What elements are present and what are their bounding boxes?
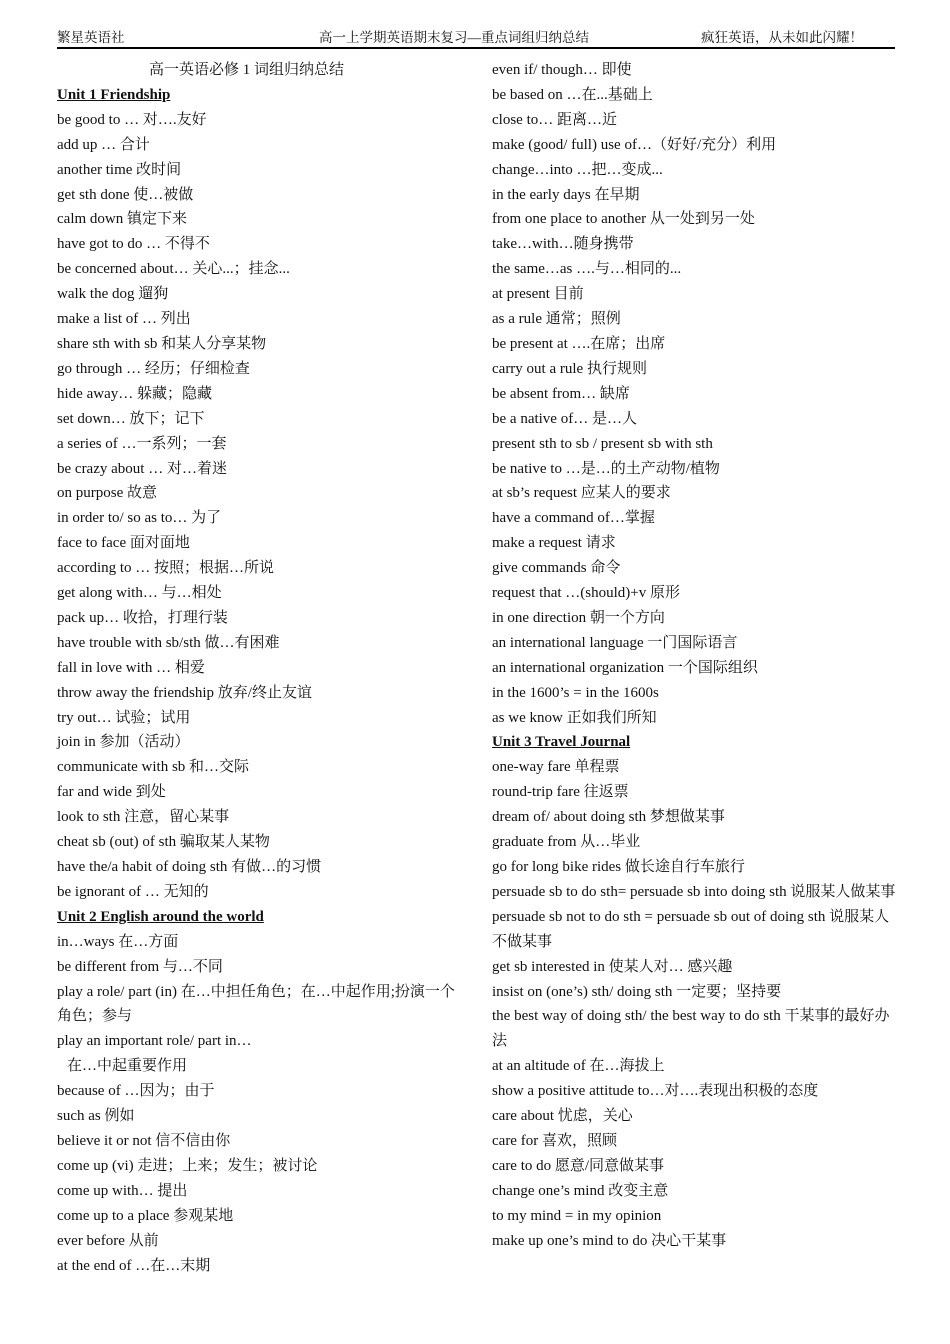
phrase-entry: persuade sb not to do sth = persuade sb out of doing sth 说服某人不做某事 — [492, 908, 890, 950]
phrase-entry: change…into …把…变成... — [492, 161, 663, 178]
phrase-entry: an international organization 一个国际组织 — [492, 659, 758, 676]
phrase-entry: the best way of doing sth/ the best way to do sth 干某事的最好办法 — [492, 1008, 890, 1050]
phrase-entry: calm down 镇定下来 — [57, 211, 187, 228]
phrase-entry: care to do 愿意/同意做某事 — [492, 1157, 665, 1174]
phrase-entry: in the 1600’s = in the 1600s — [492, 684, 659, 701]
phrase-entry: make (good/ full) use of…（好好/充分）利用 — [492, 136, 777, 153]
phrase-entry: be a native of… 是…人 — [492, 410, 637, 427]
phrase-entry: communicate with sb 和…交际 — [57, 759, 250, 776]
phrase-entry: at an altitude of 在…海拔上 — [492, 1058, 665, 1075]
phrase-entry: play a role/ part (in) 在…中担任角色；在…中起作用;扮演一个角色；参与 — [57, 983, 455, 1025]
phrase-entry: share sth with sb 和某人分享某物 — [57, 335, 267, 352]
phrase-entry: on purpose 故意 — [57, 485, 157, 502]
phrase-entry: have trouble with sb/sth 做…有困难 — [57, 634, 280, 651]
phrase-entry: add up … 合计 — [57, 136, 150, 153]
phrase-entry: join in 参加（活动） — [57, 734, 190, 751]
phrase-entry: be native to …是…的土产动物/植物 — [492, 460, 720, 477]
phrase-entry: fall in love with … 相爱 — [57, 659, 205, 676]
unit-heading: Unit 3 Travel Journal — [492, 734, 631, 751]
header-right-text: 疯狂英语，从未如此闪耀！ — [701, 30, 863, 45]
phrase-entry: have got to do … 不得不 — [57, 236, 210, 253]
phrase-entry: play an important role/ part in… — [57, 1033, 252, 1050]
header-divider — [57, 47, 895, 49]
phrase-entry: have the/a habit of doing sth 有做…的习惯 — [57, 859, 322, 875]
phrase-entry: try out… 试验；试用 — [57, 709, 191, 726]
header-center-text: 高一上学期英语期末复习—重点词组归纳总结 — [319, 30, 589, 45]
unit-heading: Unit 1 Friendship — [57, 86, 171, 103]
phrase-entry: in one direction 朝一个方向 — [492, 609, 665, 626]
phrase-entry: another time 改时间 — [57, 161, 182, 178]
phrase-entry: get sb interested in 使某人对… 感兴趣 — [492, 958, 733, 975]
phrase-entry-continuation: 在…中起重要作用 — [67, 1058, 188, 1075]
phrase-entry: dream of/ about doing sth 梦想做某事 — [492, 809, 725, 826]
phrase-entry: far and wide 到处 — [57, 784, 166, 801]
phrase-entry: care for 喜欢，照顾 — [492, 1132, 617, 1149]
phrase-entry: be based on …在...基础上 — [492, 86, 653, 103]
phrase-entry: graduate from 从…毕业 — [492, 834, 641, 851]
phrase-entry: cheat sb (out) of sth 骗取某人某物 — [57, 834, 270, 851]
left-column — [57, 58, 467, 1278]
phrase-entry: ever before 从前 — [57, 1232, 159, 1249]
phrase-entry: be concerned about… 关心...；挂念... — [57, 261, 290, 278]
phrase-entry: a series of …一系列；一套 — [57, 435, 227, 452]
phrase-entry: come up to a place 参观某地 — [57, 1207, 234, 1224]
phrase-entry: pack up… 收拾，打理行装 — [57, 609, 228, 626]
phrase-entry: hide away… 躲藏；隐藏 — [57, 385, 212, 402]
phrase-entry: give commands 命令 — [492, 560, 621, 577]
phrase-entry: even if/ though… 即使 — [492, 62, 632, 78]
phrase-entry: insist on (one’s) sth/ doing sth 一定要；坚持要 — [492, 983, 782, 1000]
phrase-entry: make up one’s mind to do 决心干某事 — [492, 1232, 727, 1249]
phrase-entry: round-trip fare 往返票 — [492, 784, 629, 801]
page-header — [57, 29, 895, 47]
phrase-entry: the same…as ….与…相同的... — [492, 261, 682, 278]
phrase-entry: as a rule 通常；照例 — [492, 311, 621, 328]
phrase-entry: believe it or not 信不信由你 — [57, 1132, 231, 1149]
phrase-entry: be crazy about … 对…着迷 — [57, 460, 227, 477]
phrase-entry: from one place to another 从一处到另一处 — [492, 211, 755, 228]
phrase-entry: come up with… 提出 — [57, 1182, 188, 1199]
phrase-entry: face to face 面对面地 — [57, 535, 190, 552]
phrase-entry: be absent from… 缺席 — [492, 385, 630, 402]
phrase-entry: in…ways 在…方面 — [57, 933, 179, 950]
phrase-entry: because of …因为；由于 — [57, 1083, 215, 1100]
phrase-entry: go through … 经历；仔细检查 — [57, 360, 250, 377]
phrase-entry: care about 忧虑，关心 — [492, 1108, 633, 1125]
phrase-entry: request that …(should)+v 原形 — [492, 585, 681, 602]
phrase-entry: in order to/ so as to… 为了 — [57, 510, 222, 527]
phrase-entry: have a command of…掌握 — [492, 510, 655, 527]
phrase-entry: throw away the friendship 放弃/终止友谊 — [57, 684, 312, 701]
phrase-entry: be different from 与…不同 — [57, 958, 223, 975]
phrase-entry: get sth done 使…被做 — [57, 186, 194, 203]
phrase-entry: get along with… 与…相处 — [57, 585, 222, 602]
phrase-entry: close to… 距离…近 — [492, 111, 617, 128]
phrase-entry: as we know 正如我们所知 — [492, 709, 657, 726]
phrase-entry: in the early days 在早期 — [492, 186, 640, 203]
phrase-entry: be ignorant of … 无知的 — [57, 883, 209, 900]
phrase-entry: change one’s mind 改变主意 — [492, 1182, 669, 1199]
phrase-entry: come up (vi) 走进；上来；发生；被讨论 — [57, 1157, 318, 1174]
phrase-entry: carry out a rule 执行规则 — [492, 360, 647, 377]
phrase-entry: walk the dog 遛狗 — [57, 286, 169, 303]
phrase-entry: at sb’s request 应某人的要求 — [492, 485, 671, 502]
phrase-entry: show a positive attitude to…对….表现出积极的态度 — [492, 1083, 819, 1100]
header-left-text: 繁星英语社 — [57, 30, 125, 45]
phrase-entry: be good to … 对….友好 — [57, 111, 207, 128]
phrase-entry: to my mind = in my opinion — [492, 1207, 662, 1224]
phrase-entry: present sth to sb / present sb with sth — [492, 435, 713, 452]
phrase-entry: persuade sb to do sth= persuade sb into doing sth 说服某人做某事 — [492, 883, 896, 900]
phrase-entry: an international language 一门国际语言 — [492, 634, 738, 651]
phrase-entry: at present 目前 — [492, 286, 584, 303]
phrase-entry: such as 例如 — [57, 1108, 135, 1125]
phrase-entry: set down… 放下；记下 — [57, 410, 205, 427]
phrase-entry: one-way fare 单程票 — [492, 759, 620, 776]
phrase-entry: be present at ….在席；出席 — [492, 335, 666, 352]
phrase-entry: look to sth 注意，留心某事 — [57, 809, 230, 826]
phrase-entry: go for long bike rides 做长途自行车旅行 — [492, 859, 745, 875]
phrase-entry: at the end of …在…末期 — [57, 1257, 211, 1274]
right-column — [492, 58, 896, 1254]
phrase-entry: according to … 按照；根据…所说 — [57, 560, 275, 577]
unit-heading: Unit 2 English around the world — [57, 908, 264, 925]
phrase-entry: take…with…随身携带 — [492, 236, 634, 253]
document-title: 高一英语必修 1 词组归纳总结 — [149, 62, 345, 78]
phrase-entry: make a request 请求 — [492, 535, 616, 552]
phrase-entry: make a list of … 列出 — [57, 311, 191, 328]
